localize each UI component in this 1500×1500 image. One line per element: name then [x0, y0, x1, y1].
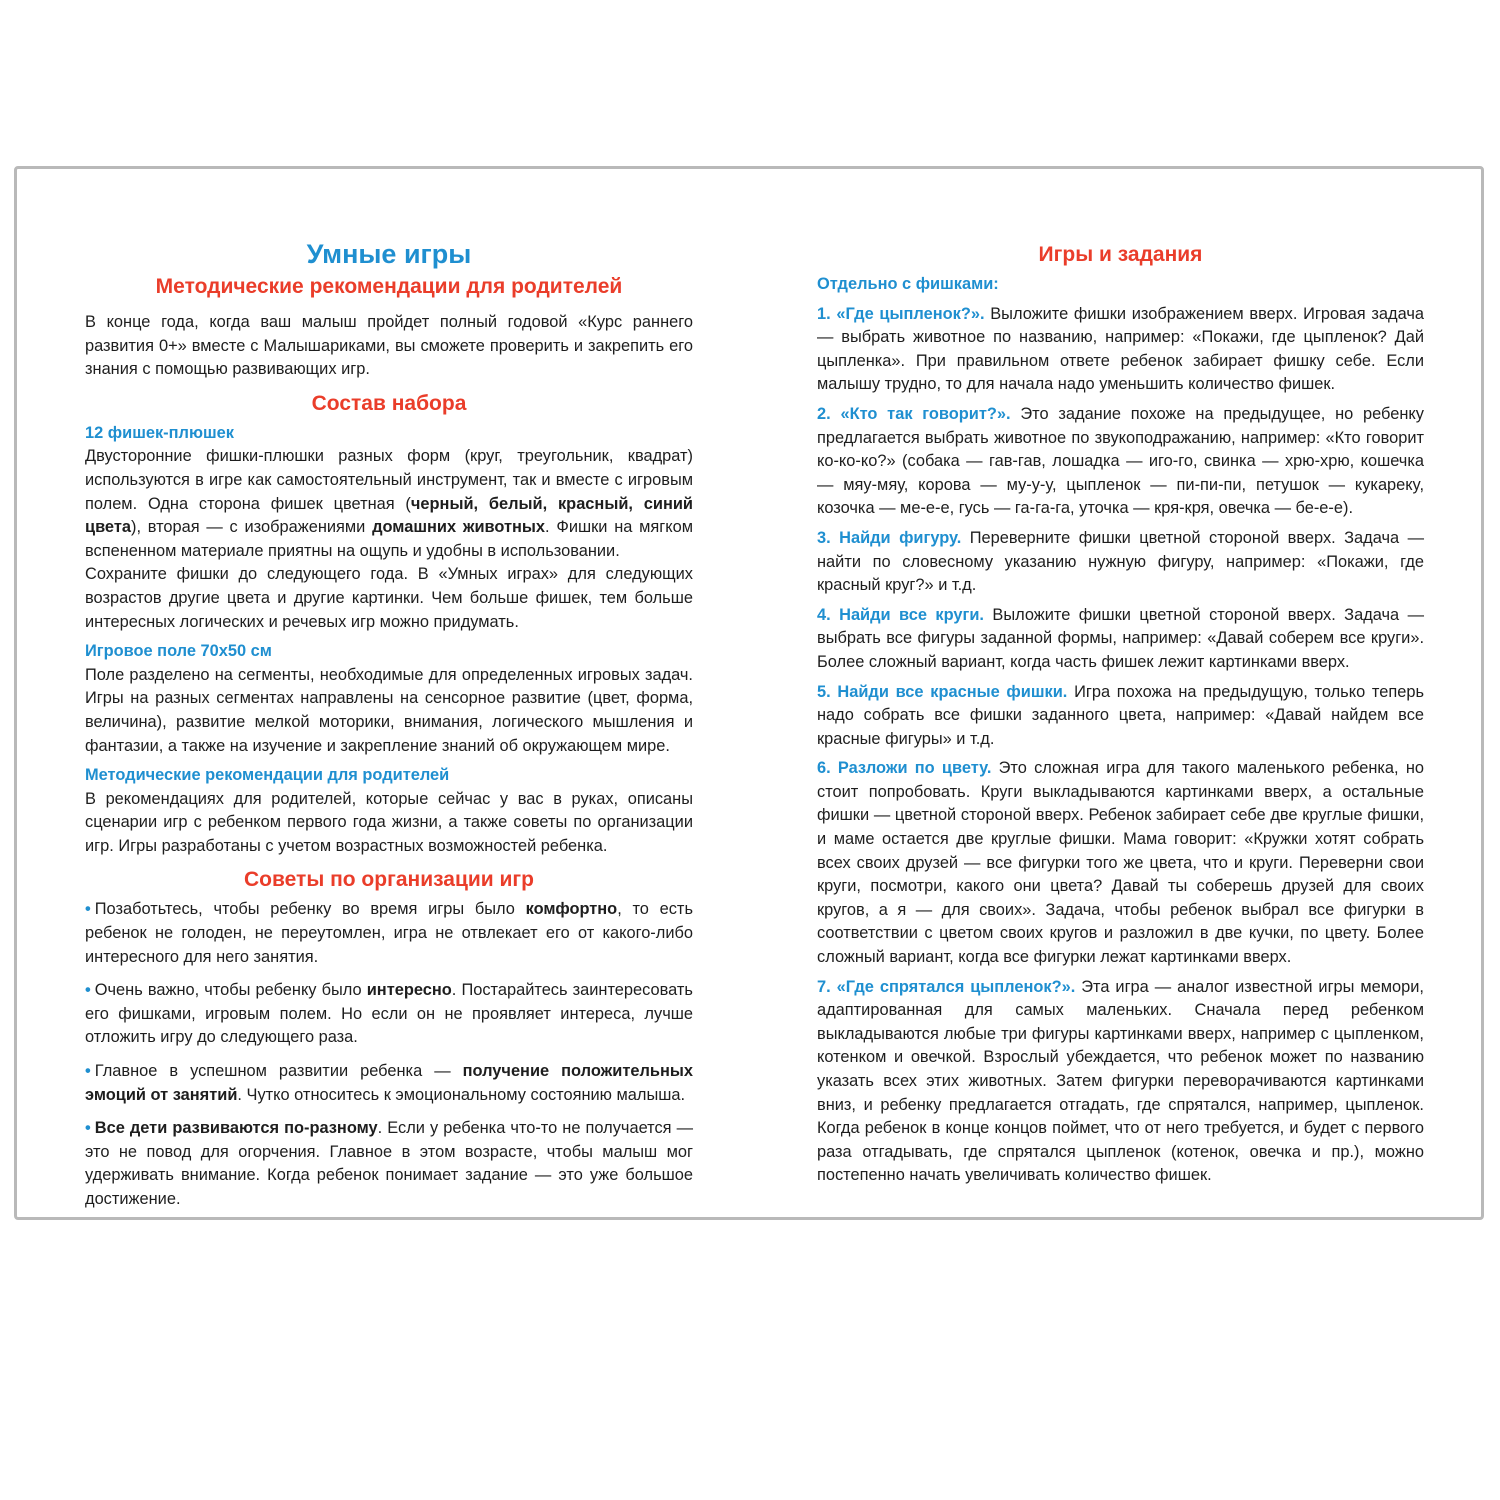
games-heading: Игры и задания	[1038, 243, 1203, 266]
bullet-icon: •	[85, 1119, 91, 1138]
booklet-spread	[14, 166, 1484, 1220]
field-paragraph: Поле разделено на сегменты, необходимые для определенных игровых задач. Игры на разных сегментах направлены на сенсорное развитие (цвет, форма, величина), развитие мелкой моторики, внимания, логического мышления и фантазии, а также на изучение и закрепление знаний об окружающем мире.	[85, 665, 693, 755]
kit-heading: Состав набора	[311, 391, 467, 415]
task-item: 1. «Где цыпленок?». Выложите фишки изображением вверх. Игровая задача — выбрать животное по названию, например: «Покажи, где цыпленок? Дай цыпленка». При правильном ответе ребенок забирает фишку себе. Если малышу трудно, то для начала надо уменьшить количество фишек.	[817, 304, 1424, 394]
tip-interest: • Очень важно, чтобы ребенку было интересно. Постарайтесь заинтересовать его фишками, игровым полем. Но если он не проявляет интереса, лучше отложить игру до следующего раза.	[85, 981, 693, 1047]
task-item: 6. Разложи по цвету. Это сложная игра для такого маленького ребенка, но стоит попробовать. Круги выкладываются картинками вверх, а остальные фишки — цветной стороной вверх. Ребенок забирает себе две круглые фишки, и маме остается две круглые фишки. Мама говорит: «Кружки хотят собрать всех своих друзей — все фигурки того же цвета, что и круги. Переверни свои круги, посмотри, какого они цвета? Давай ты соберешь друзей для своих кругов, а я — для своих». Задача, чтобы ребенок выбрал все фигурки в соответствии с цветом своих кругов и разложил в две кучки, по цвету. Более сложный вариант, когда все фигурки лежат картинками вверх.	[817, 759, 1424, 967]
tip-comfort: • Позаботьтесь, чтобы ребенку во время игры было комфортно, то есть ребенок не голоден, не переутомлен, игра не отвлекает его от какого-либо интересного для него занятия.	[85, 900, 693, 966]
chips-paragraph: Двусторонние фишки-плюшки разных форм (круг, треугольник, квадрат) используются в игре как самостоятельный инструмент, так и вместе с игровым полем. Одна сторона фишек цветная (черный, белый, красный, синий цвета), вторая — с изображениями домашних животных. Фишки на мягком вспененном материале приятны на ощупь и удобны в использовании.	[85, 447, 694, 560]
tip-emotions: • Главное в успешном развитии ребенка — получение положительных эмоций от занятий. Чутко относитесь к эмоциональному состоянию малыша.	[85, 1062, 693, 1104]
left-column	[85, 239, 693, 1222]
page-subtitle: Методические рекомендации для родителей	[155, 275, 623, 298]
intro-paragraph: В конце года, когда ваш малыш пройдет полный годовой «Курс раннего развития 0+» вместе с Малышариками, вы сможете проверить и закрепить его знания с помощью развивающих игр.	[85, 313, 693, 379]
bullet-icon: •	[85, 1062, 91, 1081]
task-item: 4. Найди все круги. Выложите фишки цветной стороной вверх. Задача — выбрать все фигуры заданной формы, например: «Давай соберем все круги». Более сложный вариант, когда часть фишек лежит картинками вверх.	[817, 605, 1425, 671]
right-column	[817, 241, 1424, 1194]
task-item: 2. «Кто так говорит?». Это задание похоже на предыдущее, но ребенку предлагается выбрать животное по звукоподражанию, например: «Кто говорит ко-ко-ко?» (собака — гав-гав, лошадка — иго-го, свинка — хрю-хрю, кошечка — мяу-мяу, корова — му-у-у, цыпленок — пи-пи-пи, петушок — кукарекy, козочка — ме-е-е, гусь — га-га-га, уточка — кря-кря, овечка — бе-е-е).	[817, 404, 1424, 518]
task-item: 7. «Где спрятался цыпленок?». Эта игра — аналог известной игры мемори, адаптированная для самых маленьких. Сначала перед ребенком выкладываются любые три фигуры картинками вверх, например с цыпленком, котенком и овечкой. Взрослый убеждается, что ребенок может по названию указать всех этих животных. Затем фигурки переворачиваются картинками вниз, и ребенку предлагается отгадать, где спрятался, например, цыпленок. Когда ребенок в конце концов поймет, что от него требуется, и будет с первого раза отгадывать, где спрятался цыпленок (котенок, овечка и пр.), можно постепенно начать увеличивать количество фишек.	[817, 977, 1424, 1185]
guide-paragraph: В рекомендациях для родителей, которые сейчас у вас в руках, описаны сценарии игр с ребенком первого года жизни, а также советы по организации игр. Игры разработаны с учетом возрастных возможностей ребенка.	[85, 789, 693, 855]
field-heading: Игровое поле 70х50 см	[85, 642, 272, 661]
chips-heading: 12 фишек-плюшек	[85, 423, 234, 442]
tips-heading: Советы по организации игр	[244, 868, 534, 892]
tip-differently: • Все дети развиваются по-разному. Если у ребенка что-то не получается — это не повод для огорчения. Главное в этом возрасте, чтобы малыш мог удерживать внимание. Когда ребенок понимает задание — это уже большое достижение.	[85, 1119, 693, 1208]
task-item: 3. Найди фигуру. Переверните фишки цветной стороной вверх. Задача — найти по словесному указанию нужную фигуру, например: «Покажи, где красный круг?» и т.д.	[817, 528, 1424, 595]
page-title: Умные игры	[306, 239, 472, 269]
chips-only-heading: Отдельно с фишками:	[817, 275, 999, 293]
task-item: 5. Найди все красные фишки. Игра похожа на предыдущую, только теперь надо собрать все фишки заданного цвета, например: «Давай найдем все красные фигуры» и т.д.	[817, 682, 1424, 748]
bullet-icon: •	[85, 900, 91, 919]
chips-keep-paragraph: Сохраните фишки до следующего года. В «Умных играх» для следующих возрастов другие цвета и другие картинки. Чем больше фишек, тем больше интересных логических и речевых игр можно придумать.	[85, 565, 693, 631]
bullet-icon: •	[85, 981, 91, 1000]
guide-heading: Методические рекомендации для родителей	[85, 766, 450, 785]
